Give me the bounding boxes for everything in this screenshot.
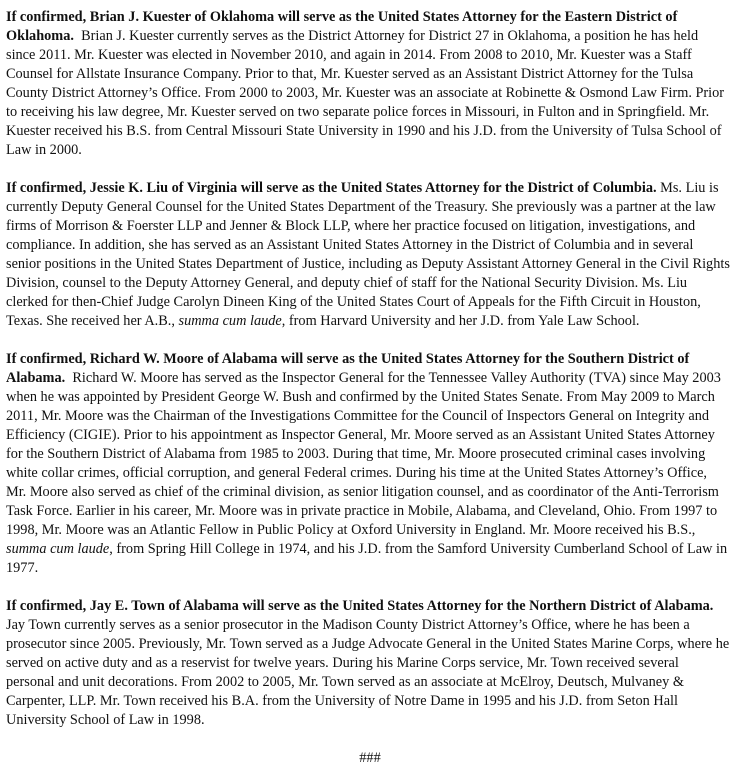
nominee-paragraph-moore xyxy=(6,350,730,578)
nominee-heading-liu: If confirmed, Jessie K. Liu of Virginia will serve as the United States Attorney for the District of Columbia. xyxy=(6,180,657,196)
nominee-heading-town: If confirmed, Jay E. Town of Alabama will serve as the United States Attorney for the Northern District of Alabama. xyxy=(6,598,714,614)
press-release-document xyxy=(6,8,730,768)
nominee-heading-kuester: If confirmed, Brian J. Kuester of Oklahoma will serve as the United States Attorney for the Eastern District of Oklahoma. xyxy=(6,9,678,44)
nominee-heading-moore: If confirmed, Richard W. Moore of Alabama will serve as the United States Attorney for the Southern District of Alabama. xyxy=(6,351,690,386)
nominee-paragraph-town xyxy=(6,597,730,730)
end-of-release-mark: ### xyxy=(359,750,381,766)
nominee-paragraph-liu xyxy=(6,179,730,331)
nominee-bio-moore-honor: summa cum laude xyxy=(6,541,110,557)
nominee-bio-moore: Richard W. Moore has served as the Inspector General for the Tennessee Valley Authority (TVA) since May 2003 when he was appointed by President George W. Bush and confirmed by the United States Senate. From May 2009 to March 2011, Mr. Moore was the Chairman of the Investigations Committee for the Council of Inspectors General on Integrity and Efficiency (CIGIE). Prior to his appointment as Inspector General, Mr. Moore served as an Assistant United States Attorney for the Southern District of Alabama from 1985 to 2003. During that time, Mr. Moore prosecuted criminal cases involving white collar crimes, official corruption, and general Federal crimes. During his time at the United States Attorney’s Office, Mr. Moore also served as chief of the criminal division, as senior litigation counsel, and as coordinator of the Anti-Terrorism Task Force. Earlier in his career, Mr. Moore was in private practice in Mobile, Alabama, and Cleveland, Ohio. From 1997 to 1998, Mr. Moore was an Atlantic Fellow in Public Policy at Oxford University in England. Mr. Moore received his B.S., xyxy=(6,370,721,538)
nominee-bio-moore-end: , from Spring Hill College in 1974, and his J.D. from the Samford University Cumberland School of Law in 1977. xyxy=(6,541,728,576)
nominee-bio-kuester: Brian J. Kuester currently serves as the District Attorney for District 27 in Oklahoma, a position he has held since 2011. Mr. Kuester was elected in November 2010, and again in 2014. From 2008 to 2010, Mr. Kuester was a Staff Counsel for Allstate Insurance Company. Prior to that, Mr. Kuester served as an Assistant District Attorney for the Tulsa County District Attorney’s Office. From 2000 to 2003, Mr. Kuester was an associate at Robinette & Osmond Law Firm. Prior to receiving his law degree, Mr. Kuester served on two separate police forces in Missouri, in Fulton and in Springfield. Mr. Kuester received his B.S. from Central Missouri State University in 1990 and his J.D. from the University of Tulsa School of Law in 2000. xyxy=(6,28,725,158)
nominee-bio-town: Jay Town currently serves as a senior prosecutor in the Madison County District Attorney’s Office, where he has been a prosecutor since 2005. Previously, Mr. Town served as a Judge Advocate General in the United States Marine Corps, where he served on active duty and as a reservist for twelve years. During his Marine Corps service, Mr. Town received several personal and unit decorations. From 2002 to 2005, Mr. Town served as an associate at McElroy, Deutsch, Mulvaney & Carpenter, LLP. Mr. Town received his B.A. from the University of Notre Dame in 1995 and his J.D. from Seton Hall University School of Law in 1998. xyxy=(6,617,730,728)
nominee-bio-liu-end: , from Harvard University and her J.D. from Yale Law School. xyxy=(281,313,640,329)
nominee-bio-liu-honor: summa cum laude xyxy=(178,313,282,329)
nominee-paragraph-kuester xyxy=(6,8,730,160)
nominee-bio-liu: Ms. Liu is currently Deputy General Counsel for the United States Department of the Treasury. She previously was a partner at the law firms of Morrison & Foerster LLP and Jenner & Block LLP, where her practice focused on litigation, investigations, and compliance. In addition, she has served as an Assistant United States Attorney in the District of Columbia and in several senior positions in the United States Department of Justice, including as Deputy Assistant Attorney General in the Civil Rights Division, counsel to the Deputy Attorney General, and deputy chief of staff for the National Security Division. Ms. Liu clerked for then-Chief Judge Carolyn Dineen King of the United States Court of Appeals for the Fifth Circuit in Houston, Texas. She received her A.B., xyxy=(6,180,730,329)
